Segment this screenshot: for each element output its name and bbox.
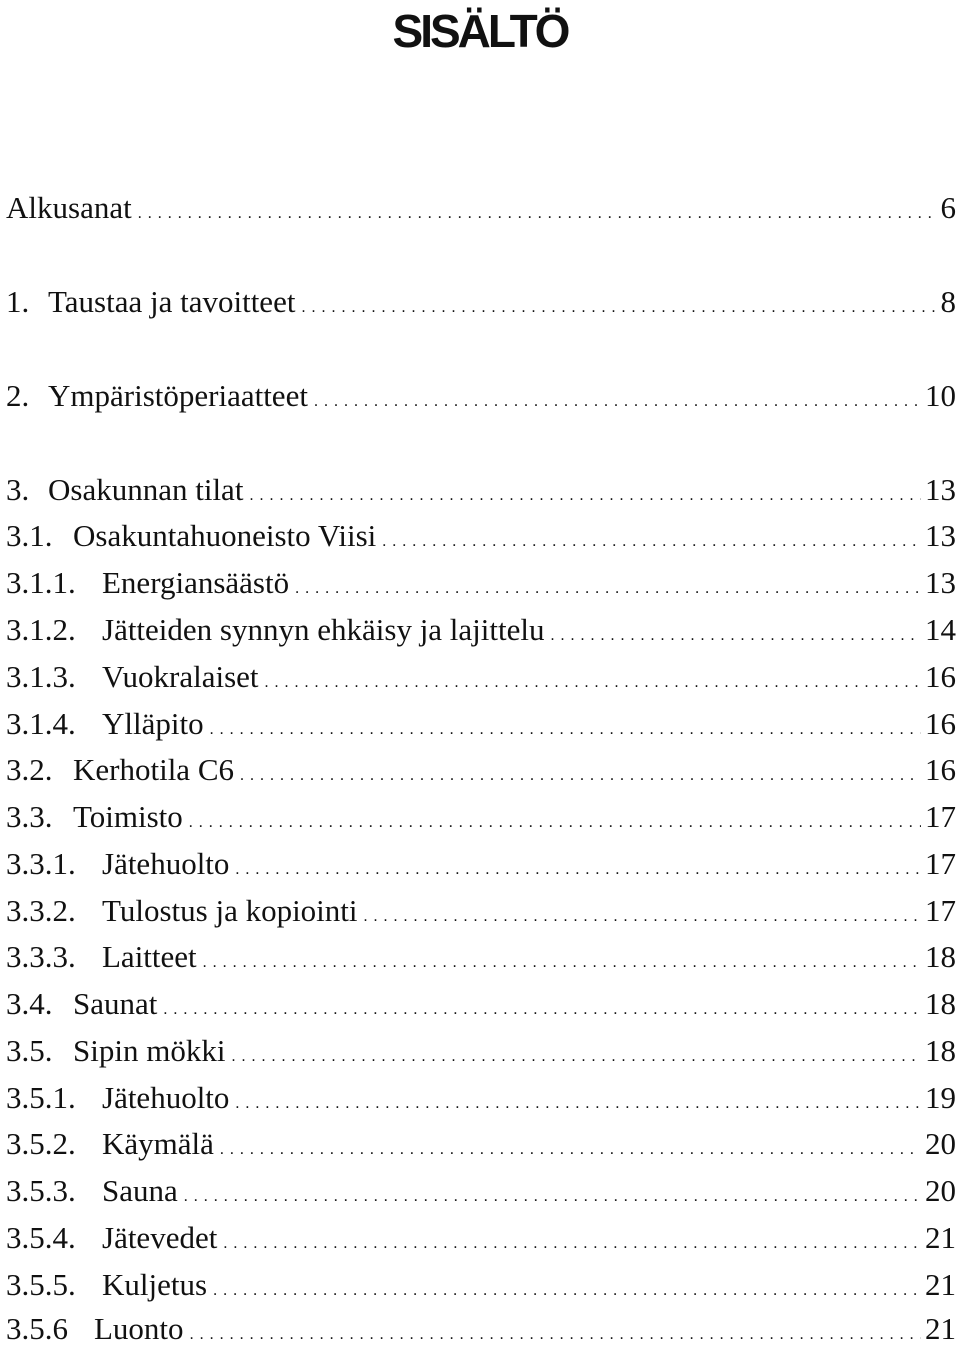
toc-entry-page: 18: [925, 939, 956, 974]
toc-entry-3-3-1: [6, 844, 956, 884]
toc-entry-number: 3.5.: [6, 1033, 53, 1068]
dot-leader: [314, 382, 921, 422]
toc-entry-page: 21: [925, 1311, 956, 1346]
toc-entry-label: Käymälä: [102, 1126, 214, 1161]
toc-entry-page: 17: [925, 799, 956, 834]
dot-leader: [223, 1224, 921, 1264]
toc-entry-label: Jätehuolto: [102, 1080, 230, 1115]
toc-entry-label: Jätteiden synnyn ehkäisy ja lajittelu: [102, 612, 545, 647]
toc-entry-page: 17: [925, 846, 956, 881]
toc-entry-1: [6, 282, 956, 322]
toc-entry-3-3-3: [6, 937, 956, 977]
toc-entry-number: 3.1.3.: [6, 659, 76, 694]
toc-entry-number: 3.3.2.: [6, 893, 76, 928]
toc-entry-number: 3.: [6, 472, 30, 507]
toc-entry-number: 3.2.: [6, 752, 53, 787]
toc-entry-label: Alkusanat: [6, 190, 132, 225]
toc-entry-label: Sipin mökki: [73, 1033, 226, 1068]
toc-entry-3-5-2: [6, 1124, 956, 1164]
toc-entry-number: 3.3.: [6, 799, 53, 834]
toc-entry-number: 3.5.5.: [6, 1267, 76, 1302]
toc-entry-3-5-6: [6, 1309, 956, 1349]
toc-entry-2: [6, 376, 956, 416]
dot-leader: [138, 194, 937, 234]
toc-entry-3: [6, 470, 956, 510]
toc-entry-label: Laitteet: [102, 939, 197, 974]
toc-entry-number: 3.5.1.: [6, 1080, 76, 1115]
toc-entry-page: 18: [925, 1033, 956, 1068]
toc-entry-3-5-3: [6, 1171, 956, 1211]
toc-entry-label: Saunat: [73, 986, 158, 1021]
toc-entry-page: 19: [925, 1080, 956, 1115]
dot-leader: [189, 803, 921, 843]
toc-entry-label: Osakunnan tilat: [48, 472, 244, 507]
toc-entry-page: 13: [925, 565, 956, 600]
toc-entry-page: 6: [940, 190, 956, 225]
toc-entry-label: Kerhotila C6: [73, 752, 234, 787]
toc-entry-label: Kuljetus: [102, 1267, 208, 1302]
toc-entry-3-1-4: [6, 704, 956, 744]
toc-entry-3-5: [6, 1031, 956, 1071]
toc-entry-page: 14: [925, 612, 956, 647]
toc-entry-page: 18: [925, 986, 956, 1021]
toc-entry-alkusanat: [6, 188, 956, 228]
toc-entry-label: Jätehuolto: [102, 846, 230, 881]
toc-entry-3-2: [6, 750, 956, 790]
toc-entry-number: 3.1.: [6, 518, 53, 553]
toc-entry-number: 3.1.4.: [6, 706, 76, 741]
toc-entry-3-1: [6, 516, 956, 556]
toc-entry-number: 3.4.: [6, 986, 53, 1021]
dot-leader: [382, 522, 921, 562]
toc-entry-3-1-1: [6, 563, 956, 603]
toc-entry-3-1-3: [6, 657, 956, 697]
toc-entry-page: 17: [925, 893, 956, 928]
dot-leader: [210, 710, 921, 750]
dot-leader: [163, 990, 921, 1030]
dot-leader: [184, 1177, 921, 1217]
dot-leader: [240, 756, 921, 796]
toc-entry-3-3-2: [6, 891, 956, 931]
toc-entry-label: Taustaa ja tavoitteet: [48, 284, 296, 319]
toc-entry-page: 8: [940, 284, 956, 319]
toc-entry-label: Ympäristöperiaatteet: [48, 378, 308, 413]
toc-entry-number: 3.3.1.: [6, 846, 76, 881]
toc-entry-label: Osakuntahuoneisto Viisi: [73, 518, 377, 553]
toc-entry-number: 3.1.2.: [6, 612, 76, 647]
dot-leader: [203, 943, 921, 983]
toc-entry-label: Ylläpito: [102, 706, 204, 741]
toc-entry-page: 13: [925, 472, 956, 507]
dot-leader: [235, 1084, 921, 1124]
toc-entry-label: Jätevedet: [102, 1220, 218, 1255]
toc-entry-3-3: [6, 797, 956, 837]
toc-entry-3-1-2: [6, 610, 956, 650]
toc-entry-page: 21: [925, 1267, 956, 1302]
toc-entry-number: 3.5.6: [6, 1311, 68, 1346]
dot-leader: [249, 476, 921, 516]
toc-entry-3-4: [6, 984, 956, 1024]
dot-leader: [213, 1271, 921, 1311]
toc-entry-number: 1.: [6, 284, 30, 319]
toc-entry-number: 3.1.1.: [6, 565, 76, 600]
toc-entry-3-5-1: [6, 1078, 956, 1118]
toc-entry-label: Sauna: [102, 1173, 178, 1208]
toc-entry-number: 3.5.4.: [6, 1220, 76, 1255]
toc-entry-number: 3.5.3.: [6, 1173, 76, 1208]
toc-entry-page: 20: [925, 1126, 956, 1161]
dot-leader: [220, 1130, 921, 1170]
toc-entry-number: 3.5.2.: [6, 1126, 76, 1161]
dot-leader: [364, 897, 921, 937]
dot-leader: [295, 569, 921, 609]
dot-leader: [190, 1315, 921, 1355]
toc-entry-page: 16: [925, 752, 956, 787]
dot-leader: [551, 616, 921, 656]
toc-entry-number: 2.: [6, 378, 30, 413]
toc-entry-label: Luonto: [94, 1311, 184, 1346]
toc-entry-page: 21: [925, 1220, 956, 1255]
toc-entry-page: 13: [925, 518, 956, 553]
page-title: SISÄLTÖ: [392, 5, 568, 57]
dot-leader: [235, 850, 921, 890]
toc-entry-label: Toimisto: [73, 799, 183, 834]
dot-leader: [231, 1037, 921, 1077]
toc-entry-page: 16: [925, 659, 956, 694]
toc-entry-number: 3.3.3.: [6, 939, 76, 974]
dot-leader: [301, 288, 936, 328]
toc-entry-page: 16: [925, 706, 956, 741]
toc-entry-page: 10: [925, 378, 956, 413]
toc-entry-label: Tulostus ja kopiointi: [102, 893, 358, 928]
toc-entry-page: 20: [925, 1173, 956, 1208]
dot-leader: [265, 663, 921, 703]
toc-entry-label: Vuokralaiset: [102, 659, 259, 694]
toc-entry-3-5-5: [6, 1265, 956, 1305]
toc-entry-3-5-4: [6, 1218, 956, 1258]
toc-entry-label: Energiansäästö: [102, 565, 290, 600]
